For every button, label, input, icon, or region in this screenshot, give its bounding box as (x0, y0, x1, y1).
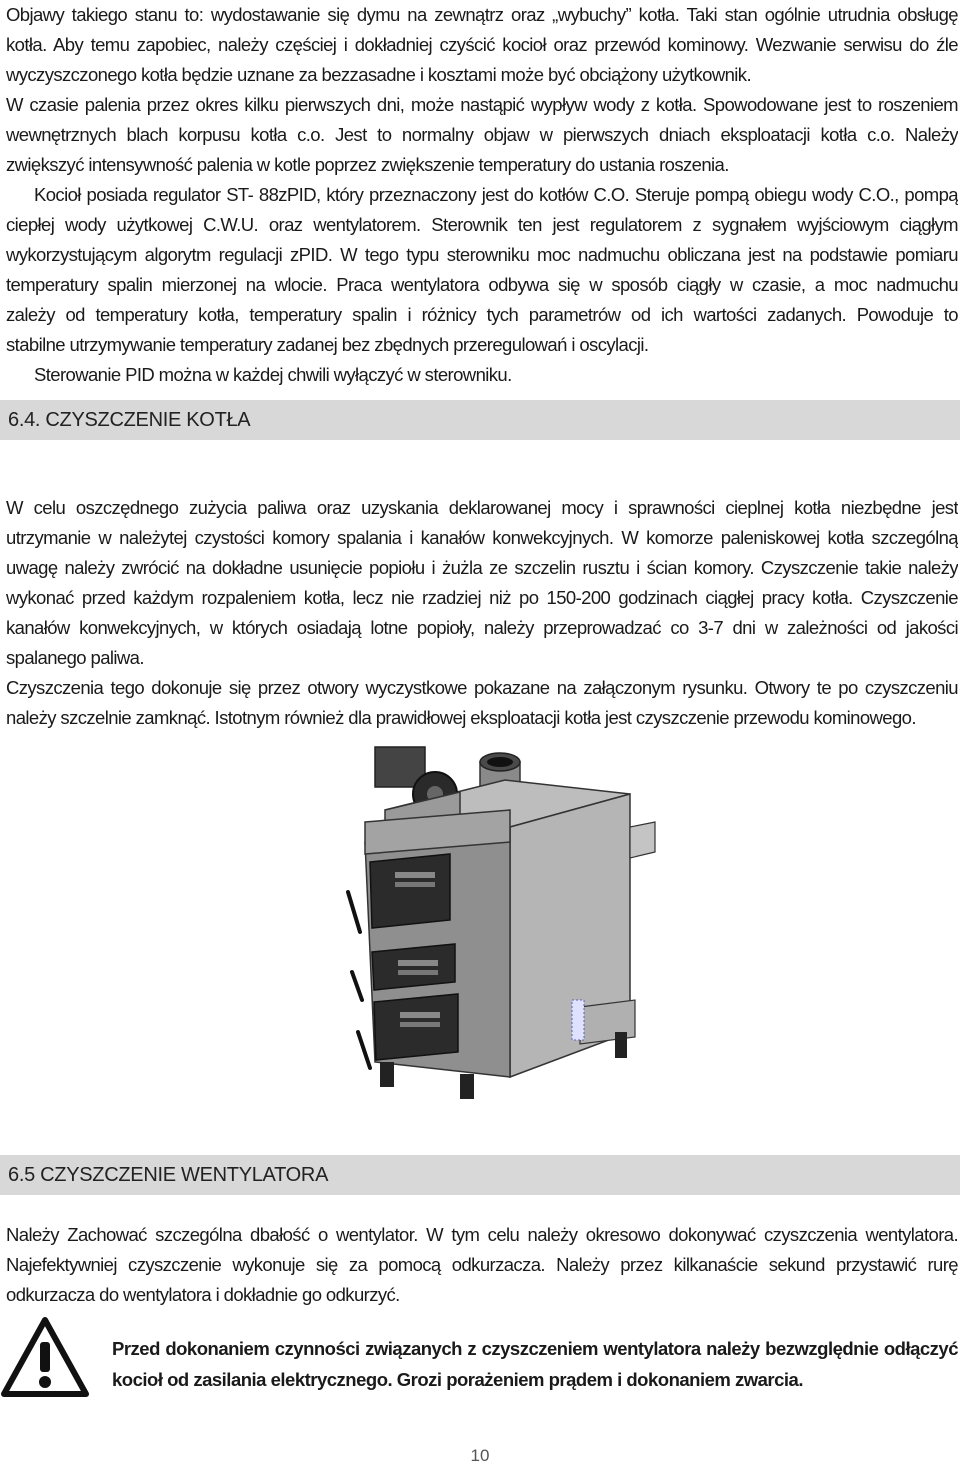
text-line: odkurzacza do wentylatora i dokładnie go odkurzyć. (6, 1284, 400, 1305)
text-line: Kocioł posiada regulator ST- 88zPID, który przeznaczony jest do kotłów C.O. Steruje pompą obiegu wody C.O., pompą (34, 184, 958, 205)
section-6-4-body (6, 493, 958, 733)
boiler-figure (300, 732, 680, 1112)
intro-paragraph (6, 0, 958, 390)
text-line: spalanego paliwa. (6, 647, 144, 668)
text-line: zwiększyć intensywność palenia w kotle poprzez zwiększenie temperatury do ustania roszenia. (6, 154, 729, 175)
text-line: uwagę należy zwrócić na dokładne usunięcie popiołu i żużla ze szczelin rusztu i ścian komory. Czyszczenie takie należy (6, 557, 958, 578)
section-title: 6.5 CZYSZCZENIE WENTYLATORA (8, 1164, 329, 1186)
text-line: utrzymanie w należytej czystości komory spalania i kanałów konwekcyjnych. W komorze paleniskowej kotła szczególną (6, 527, 958, 548)
section-heading-6-5 (0, 1155, 960, 1195)
warning-text (112, 1333, 958, 1395)
text-line: zależy od temperatury kotła, temperatury spalin i różnicy tych parametrów od ich wartości zadanych. Powoduje to (6, 304, 958, 325)
text-line: Należy Zachować szczególna dbałość o wentylator. W tym celu należy okresowo dokonywać czyszczenia wentylatora. (6, 1224, 958, 1245)
text-line: kocioł od zasilania elektrycznego. Grozi porażeniem prądem i dokonaniem zwarcia. (112, 1369, 803, 1390)
text-line: Sterowanie PID można w każdej chwili wyłączyć w sterowniku. (34, 364, 512, 385)
section-heading-6-4 (0, 400, 960, 440)
text-line: należy szczelnie zamknąć. Istotnym również dla prawidłowej eksploatacji kotła jest czyszczenie przewodu kominowego. (6, 707, 916, 728)
text-line: wykonać przed każdym rozpaleniem kotła, lecz nie rzadziej niż po 150-200 godzinach ciągłej pracy kotła. Czyszczenie (6, 587, 958, 608)
page-number: 10 (470, 1446, 490, 1465)
text-line: Czyszczenia tego dokonuje się przez otwory wyczystkowe pokazane na załączonym rysunku. Otwory te po czyszczeniu (6, 677, 958, 698)
boiler-illustration (300, 732, 680, 1112)
text-line: wyczyszczonego kotła będzie uznane za bezzasadne i kosztami może być obciążony użytkownik. (6, 64, 751, 85)
text-line: Najefektywniej czyszczenie wykonuje się za pomocą odkurzacza. Należy przez kilkanaście sekund przystawić rurę (6, 1254, 958, 1275)
section-6-5-body (6, 1220, 958, 1310)
text-line: temperatury spalin mierzonej na wlocie. Praca wentylatora odbywa się w sposób ciągły w czasie, a moc nadmuchu (6, 274, 958, 295)
text-line: kanałów konwekcyjnych, w których osiadają lotne popioły, należy przeprowadzać co 3-7 dni w zależności od jakości (6, 617, 958, 638)
text-line: wykorzystującym algorytm regulacji zPID. W tego typu sterowniku moc nadmuchu obliczana jest na podstawie pomiaru (6, 244, 958, 265)
text-line: Przed dokonaniem czynności związanych z czyszczeniem wentylatora należy bezwzględnie odłączyć (112, 1338, 958, 1359)
text-line: stabilne utrzymywanie temperatury zadanej bez zbędnych przeregulowań i oscylacji. (6, 334, 649, 355)
text-line: wewnętrznych blach korpusu kotła c.o. Jest to normalny objaw w pierwszych dniach eksploatacji kotła c.o. Należy (6, 124, 958, 145)
text-line: ciepłej wody użytkowej C.W.U. oraz wentylatorem. Sterownik ten jest regulatorem z sygnałem wyjściowym ciągłym (6, 214, 958, 235)
warning-triangle-icon (0, 1316, 90, 1398)
text-line: kotła. Aby temu zapobiec, należy częściej i dokładniej czyścić kocioł oraz przewód kominowy. Wezwanie serwisu do źle (6, 34, 958, 55)
section-title: 6.4. CZYSZCZENIE KOTŁA (8, 409, 251, 431)
text-line: Objawy takiego stanu to: wydostawanie się dymu na zewnątrz oraz „wybuchy” kotła. Taki stan ogólnie utrudnia obsługę (6, 4, 958, 25)
text-line: W celu oszczędnego zużycia paliwa oraz uzyskania deklarowanej mocy i sprawności cieplnej kotła niezbędne jest (6, 497, 958, 518)
text-line: W czasie palenia przez okres kilku pierwszych dni, może nastąpić wypływ wody z kotła. Spowodowane jest to roszeniem (6, 94, 958, 115)
